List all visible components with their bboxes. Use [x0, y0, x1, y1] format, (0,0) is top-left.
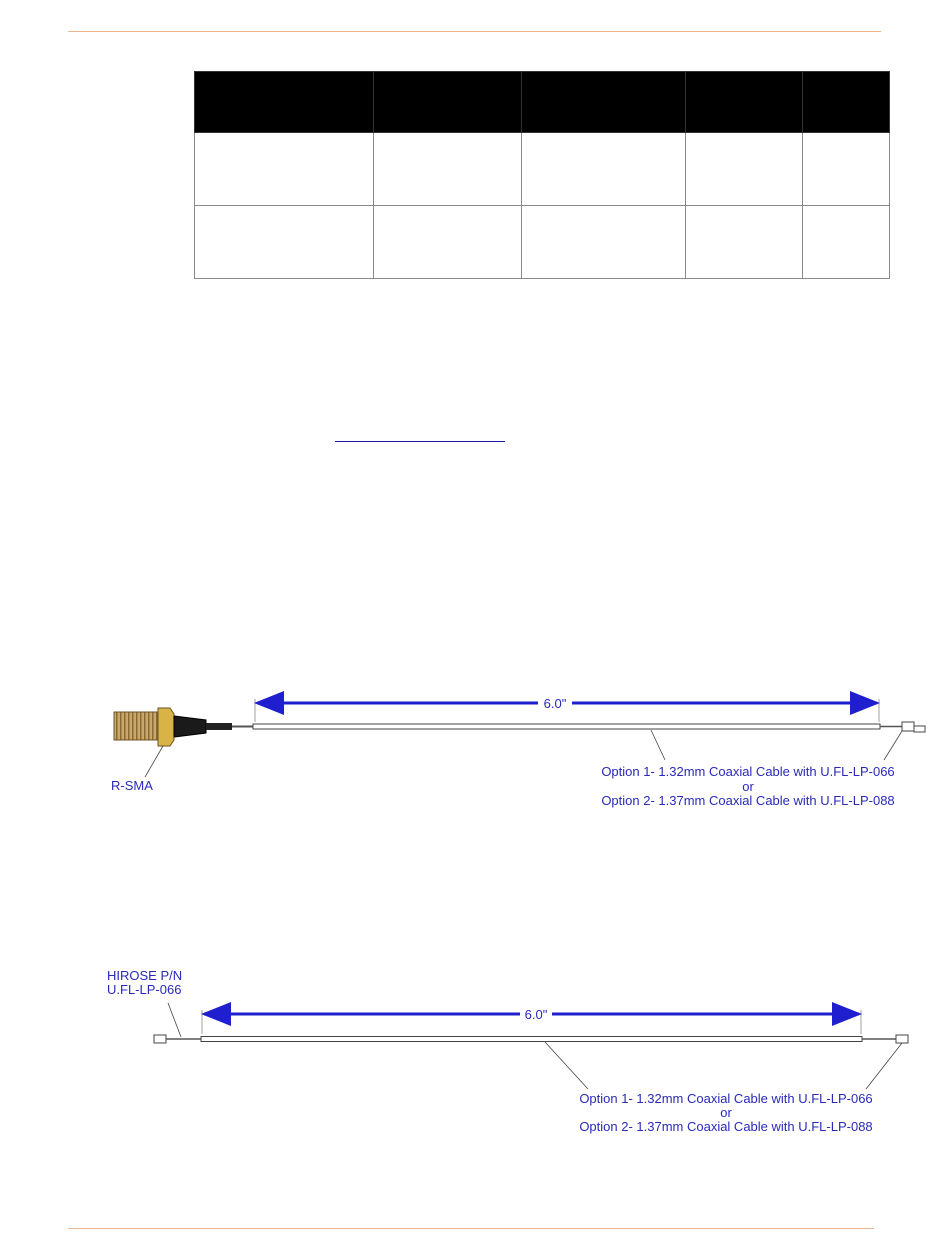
leader-line	[545, 1042, 588, 1089]
leader-line	[884, 731, 902, 760]
cable-note-line-1: Option 1- 1.32mm Coaxial Cable with U.FL-LP-066	[579, 1091, 873, 1106]
dimension-label: 6.0"	[543, 696, 567, 711]
ufl-connector-tab	[914, 726, 925, 732]
cable-note-line-2: or	[742, 779, 754, 794]
leader-line	[145, 746, 163, 777]
coax-cable	[253, 724, 880, 729]
cable-note-line-3: Option 2- 1.37mm Coaxial Cable with U.FL-LP-088	[601, 793, 895, 808]
ufl-connector	[902, 722, 914, 731]
leader-line	[866, 1043, 902, 1089]
coax-cable	[201, 1037, 862, 1042]
part-label-line-2: U.FL-LP-066	[107, 982, 182, 997]
part-label-line-1: HIROSE P/N	[107, 968, 183, 983]
rsma-connector-thread	[114, 712, 158, 740]
cable-note-line-2: or	[720, 1105, 732, 1120]
leader-line	[651, 730, 665, 760]
rsma-connector-nut	[158, 708, 174, 746]
leader-line	[168, 1003, 181, 1037]
dimension-label: 6.0"	[524, 1007, 548, 1022]
cable-note-line-1: Option 1- 1.32mm Coaxial Cable with U.FL-LP-066	[601, 764, 895, 779]
rsma-crimp	[206, 723, 232, 730]
rsma-connector-boot	[174, 716, 206, 737]
ufl-connector	[154, 1035, 166, 1043]
connector-label: R-SMA	[111, 778, 153, 793]
drawing-2	[107, 968, 908, 1134]
ufl-connector	[896, 1035, 908, 1043]
drawing-1	[111, 696, 925, 808]
cable-note-line-3: Option 2- 1.37mm Coaxial Cable with U.FL-LP-088	[579, 1119, 873, 1134]
footer-rule	[68, 1228, 874, 1229]
